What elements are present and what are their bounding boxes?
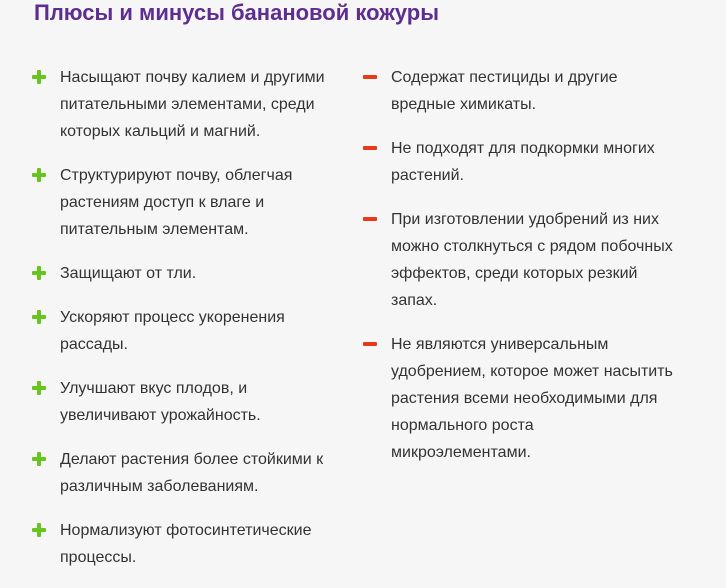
cons-list xyxy=(363,64,703,483)
plus-icon xyxy=(32,375,48,402)
con-item-line: растения всеми необходимыми для xyxy=(391,390,658,407)
minus-icon xyxy=(363,135,379,162)
con-item-line: удобрением, которое может насытить xyxy=(391,363,673,380)
pro-item-line: Защищают от тли. xyxy=(60,265,197,282)
pro-item-line: различным заболеваниям. xyxy=(60,478,259,495)
minus-icon xyxy=(363,64,379,91)
plus-icon xyxy=(32,64,48,91)
con-item xyxy=(363,206,703,314)
plus-icon xyxy=(32,260,48,287)
plus-icon xyxy=(32,304,48,331)
con-item xyxy=(363,331,703,466)
pro-item-line: Ускоряют процесс укоренения xyxy=(60,309,285,326)
pro-item-line: рассады. xyxy=(60,336,128,353)
con-item-line: эффектов, среди которых резкий xyxy=(391,265,638,282)
minus-icon xyxy=(363,206,379,233)
pro-item xyxy=(32,304,352,358)
pro-item-line: Делают растения более стойкими к xyxy=(60,451,324,468)
pro-item-line: Структурируют почву, облегчая xyxy=(60,167,293,184)
pro-item xyxy=(32,517,352,571)
con-item-line: Содержат пестициды и другие xyxy=(391,69,618,86)
con-item-line: нормального роста xyxy=(391,417,534,434)
con-item xyxy=(363,64,703,118)
pro-item-line: процессы. xyxy=(60,549,137,566)
con-item-line: микроэлементами. xyxy=(391,444,531,461)
pro-item xyxy=(32,446,352,500)
pro-item-line: Нормализуют фотосинтетические xyxy=(60,522,312,539)
con-item-line: Не являются универсальным xyxy=(391,336,609,353)
pro-item-line: которых кальций и магний. xyxy=(60,123,261,140)
pro-item xyxy=(32,375,352,429)
con-item xyxy=(363,135,703,189)
pro-item xyxy=(32,260,352,287)
con-item-line: Не подходят для подкормки многих xyxy=(391,140,655,157)
pro-item xyxy=(32,162,352,243)
plus-icon xyxy=(32,446,48,473)
pro-item xyxy=(32,64,352,145)
pro-item-line: увеличивают урожайность. xyxy=(60,407,261,424)
pro-item-line: питательным элементам. xyxy=(60,221,249,238)
con-item-line: вредные химикаты. xyxy=(391,96,537,113)
con-item-line: растений. xyxy=(391,167,464,184)
plus-icon xyxy=(32,517,48,544)
con-item-line: можно столкнуться с рядом побочных xyxy=(391,238,673,255)
con-item-line: запах. xyxy=(391,292,438,309)
minus-icon xyxy=(363,331,379,358)
pro-item-line: питательными элементами, среди xyxy=(60,96,315,113)
pros-list xyxy=(32,64,352,588)
pro-item-line: Насыщают почву калием и другими xyxy=(60,69,325,86)
con-item-line: При изготовлении удобрений из них xyxy=(391,211,659,228)
plus-icon xyxy=(32,162,48,189)
page-title: Плюсы и минусы банановой кожуры xyxy=(34,0,439,25)
pro-item-line: Улучшают вкус плодов, и xyxy=(60,380,248,397)
pro-item-line: растениям доступ к влаге и xyxy=(60,194,265,211)
